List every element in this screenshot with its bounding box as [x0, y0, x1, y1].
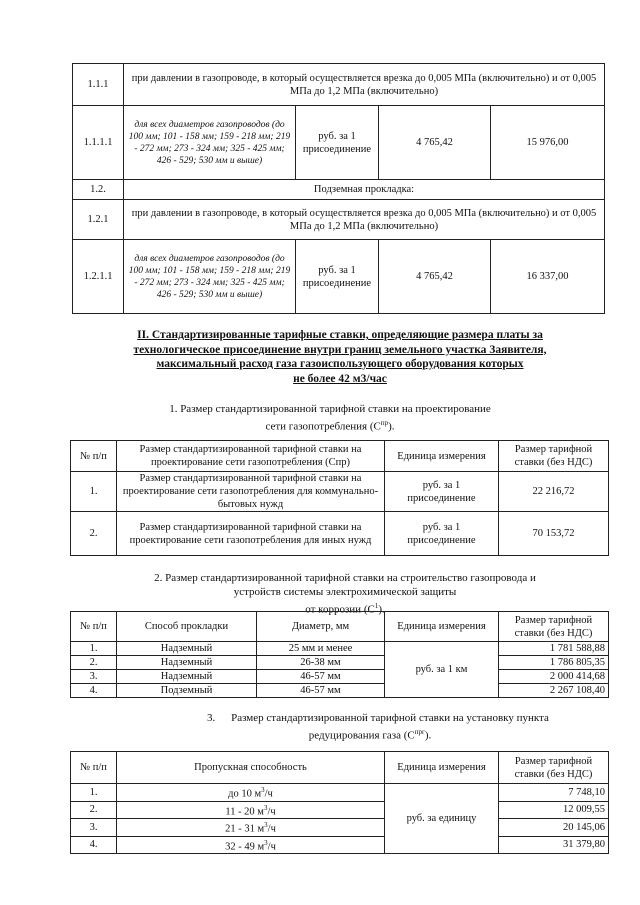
capacity-sup: 3 [264, 838, 268, 847]
capacity-text: /ч [264, 788, 273, 800]
row-unit: руб. за 1 присоединение [296, 106, 379, 180]
row-number: 1.1.1 [73, 64, 124, 106]
section-heading [60, 328, 620, 386]
heading-line: II. Стандартизированные тарифные ставки, определяющие размера платы за [137, 329, 543, 341]
table-row [71, 670, 609, 684]
heading-line: максимальный расход газа газоиспользующего оборудования которых [156, 358, 524, 370]
row-method: Надземный [117, 642, 257, 656]
row-number: 4. [71, 684, 117, 698]
capacity-text: /ч [267, 841, 276, 852]
title-text: сети газопотребления (С [265, 420, 381, 433]
col-header-capacity: Пропускная способность [117, 752, 385, 784]
col-header-rate: Размер тарифной ставки (без НДС) [499, 441, 609, 472]
row-rate: 2 000 414,68 [499, 670, 609, 684]
row-name: Размер стандартизированной тарифной ставки на проектирование сети газопотребления для коммунально-бытовых нужд [117, 472, 385, 512]
row-text: при давлении в газопроводе, в который осуществляется врезка до 0,005 МПа (включительно) и от 0,005 МПа до 1,2 МПа (включительно) [124, 64, 605, 106]
col-header-num: № п/п [71, 441, 117, 472]
row-rate: 70 153,72 [499, 512, 609, 556]
row-rate: 20 145,06 [499, 819, 609, 837]
row-capacity [117, 836, 385, 854]
table-row [71, 472, 609, 512]
row-value: 16 337,00 [491, 240, 605, 314]
row-rate: 7 748,10 [499, 784, 609, 802]
row-diameter: 25 мм и менее [257, 642, 385, 656]
title-text: Размер стандартизированной тарифной ставки на установку пункта [231, 712, 549, 724]
row-unit: руб. за единицу [385, 784, 499, 854]
row-number: 1. [71, 642, 117, 656]
row-rate: 22 216,72 [499, 472, 609, 512]
row-diameter: 46-57 мм [257, 684, 385, 698]
table-row [73, 106, 605, 180]
row-number: 3. [71, 819, 117, 837]
table-row [73, 64, 605, 106]
title-text: ). [378, 603, 385, 616]
capacity-text: /ч [267, 823, 276, 835]
row-number: 4. [71, 836, 117, 854]
row-value: 4 765,42 [379, 106, 491, 180]
row-name: Размер стандартизированной тарифной ставки на проектирование сети газопотребления для иных нужд [117, 512, 385, 556]
title-text: ). [388, 420, 395, 433]
title-number: 3. [206, 712, 216, 724]
title-line [120, 416, 540, 434]
row-number: 2. [71, 656, 117, 670]
row-value: 15 976,00 [491, 106, 605, 180]
col-header-num: № п/п [71, 752, 117, 784]
capacity-text: 11 - 20 м [225, 806, 264, 817]
heading-line: не более 42 м3/час [293, 372, 387, 385]
capacity-sup: 3 [263, 803, 268, 812]
table-row [71, 836, 609, 854]
capacity-text: /ч [267, 806, 276, 817]
title-line [150, 711, 590, 725]
title-line: 2. Размер стандартизированной тарифной ставки на строительство газопровода и [154, 572, 536, 584]
row-value: 4 765,42 [379, 240, 491, 314]
capacity-text: до 10 м [228, 788, 262, 800]
row-text: при давлении в газопроводе, в который осуществляется врезка до 0,005 МПа (включительно) и от 0,005 МПа до 1,2 МПа (включительно) [124, 200, 605, 240]
heading-line: технологическое присоединение внутри границ земельного участка Заявителя, [133, 343, 547, 356]
table-header-row [71, 612, 609, 642]
row-diameter: 46-57 мм [257, 670, 385, 684]
tariff-table-continuation [72, 63, 605, 314]
col-header-rate: Размер тарифной ставки (без НДС) [499, 752, 609, 784]
row-unit: руб. за 1 км [385, 642, 499, 698]
row-capacity [117, 819, 385, 837]
table-row [71, 656, 609, 670]
row-number: 3. [71, 670, 117, 684]
row-rate: 2 267 108,40 [499, 684, 609, 698]
row-unit: руб. за 1 присоединение [296, 240, 379, 314]
row-number: 1.2. [73, 180, 124, 200]
subsection-2-title [120, 571, 570, 617]
title-line: устройств системы электрохимической защиты [233, 586, 457, 598]
row-number: 1. [71, 784, 117, 802]
capacity-sup: 3 [261, 786, 265, 794]
table-header-row [71, 441, 609, 472]
table-row [71, 801, 609, 819]
table-header-row [71, 752, 609, 784]
row-number: 1. [71, 472, 117, 512]
row-description: для всех диаметров газопроводов (до 100 мм; 101 - 158 мм; 159 - 218 мм; 219 - 272 мм; 273 - 324 мм; 325 - 425 мм; 426 - 529; 530 мм и выше) [124, 106, 296, 180]
col-header-rate: Размер тарифной ставки (без НДС) [499, 612, 609, 642]
capacity-text: 32 - 49 м [225, 841, 265, 852]
col-header-num: № п/п [71, 612, 117, 642]
col-header-unit: Единица измерения [385, 752, 499, 784]
title-line [150, 725, 590, 743]
col-header-unit: Единица измерения [385, 441, 499, 472]
construction-rate-table [70, 611, 609, 698]
col-header-unit: Единица измерения [385, 612, 499, 642]
title-line: 1. Размер стандартизированной тарифной ставки на проектирование [169, 403, 491, 415]
title-text: редуцирования газа (С [308, 729, 415, 742]
title-sup: пр [380, 419, 389, 427]
row-rate: 1 781 588,88 [499, 642, 609, 656]
row-diameter: 26-38 мм [257, 656, 385, 670]
row-description: для всех диаметров газопроводов (до 100 мм; 101 - 158 мм; 159 - 218 мм; 219 - 272 мм; 273 - 324 мм; 325 - 425 мм; 426 - 529; 530 мм и выше) [124, 240, 296, 314]
table-row [73, 240, 605, 314]
table-row [73, 180, 605, 200]
row-number: 1.2.1.1 [73, 240, 124, 314]
col-header-method: Способ прокладки [117, 612, 257, 642]
title-text: от коррозии (С [305, 603, 375, 616]
row-rate: 12 009,55 [499, 801, 609, 819]
row-rate: 31 379,80 [499, 836, 609, 854]
col-header-diameter: Диаметр, мм [257, 612, 385, 642]
row-method: Надземный [117, 670, 257, 684]
row-capacity [117, 801, 385, 819]
reduction-point-rate-table [70, 751, 609, 854]
row-number: 1.1.1.1 [73, 106, 124, 180]
row-method: Надземный [117, 656, 257, 670]
row-number: 2. [71, 512, 117, 556]
row-number: 2. [71, 801, 117, 819]
title-text: ). [424, 729, 432, 742]
design-rate-table [70, 440, 609, 556]
table-row [71, 819, 609, 837]
table-row [71, 512, 609, 556]
table-row [71, 784, 609, 802]
row-unit: руб. за 1 присоединение [385, 472, 499, 512]
subsection-3-title [150, 711, 590, 743]
row-method: Подземный [117, 684, 257, 698]
row-number: 1.2.1 [73, 200, 124, 240]
title-sup: прг [414, 728, 425, 736]
row-text: Подземная прокладка: [124, 180, 605, 200]
row-unit: руб. за 1 присоединение [385, 512, 499, 556]
table-row [71, 642, 609, 656]
capacity-text: 21 - 31 м [225, 823, 265, 835]
table-row [71, 684, 609, 698]
col-header-name: Размер стандартизированной тарифной ставки на проектирование сети газопотребления (Спр) [117, 441, 385, 472]
table-row [73, 200, 605, 240]
subsection-1-title [120, 402, 540, 434]
row-rate: 1 786 805,35 [499, 656, 609, 670]
title-sup: 1 [374, 602, 379, 610]
row-capacity [117, 784, 385, 802]
capacity-sup: 3 [264, 821, 268, 829]
